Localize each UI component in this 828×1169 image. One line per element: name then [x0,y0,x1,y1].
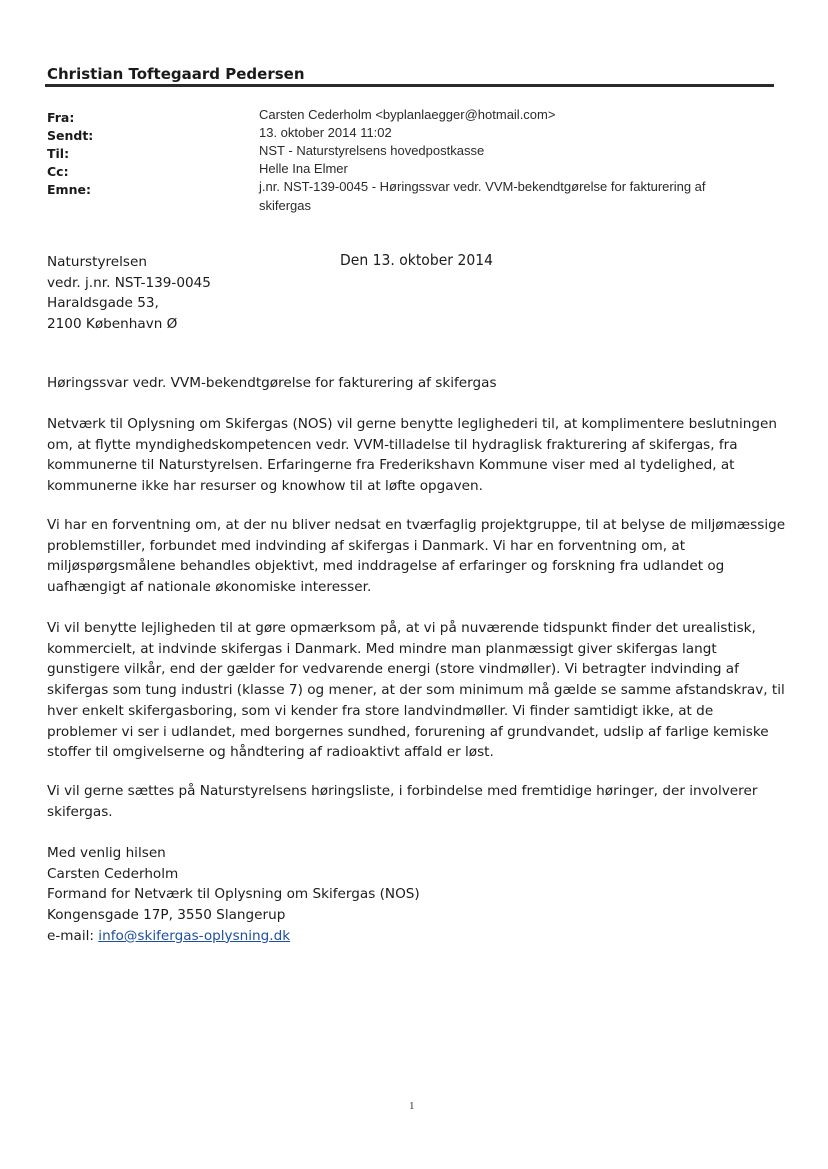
paragraph-4: Vi vil gerne sættes på Naturstyrelsens høringsliste, i forbindelse med fremtidige høringer, der involverer skifergas. [47,783,758,820]
email-link[interactable]: info@skifergas-oplysning.dk [98,927,291,944]
header-rule [45,84,774,87]
header-label-sent: Sendt: [47,128,94,143]
header-value-from: Carsten Cederholm <byplanlaegger@hotmail.com> [259,107,556,122]
page-number: 1 [409,1100,415,1112]
paragraph-1: Netværk til Oplysning om Skifergas (NOS) vil gerne benytte leglighederi til, at komplimentere beslutningen om, at flytte myndighedskompetencen vedr. VVM-tilladelse til hydraglisk frakturering af skifergas, fra kommunerne til Naturstyrelsen. Erfaringerne fra Frederikshavn Kommune viser med al tydelighed, at kommunerne ikke har resurser og knowhow til at løfte opgaven. [47,416,777,495]
signature-email-line [47,926,420,947]
header-value-sent: 13. oktober 2014 11:02 [259,125,392,140]
header-value-cc: Helle Ina Elmer [259,161,348,176]
address-line: vedr. j.nr. NST-139-0045 [47,274,211,291]
header-value-to: NST - Naturstyrelsens hovedpostkasse [259,143,485,158]
header-label-to: Til: [47,146,70,161]
address-line: Naturstyrelsen [47,254,147,270]
header-value-subject: j.nr. NST-139-0045 - Høringssvar vedr. VVM-bekendtgørelse for fakturering af skifergas [259,179,706,213]
address-line: Haraldsgade 53, [47,295,159,312]
header-label-from: Fra: [47,110,75,125]
signature-name: Carsten Cederholm [47,865,179,882]
signature-address: Kongensgade 17P, 3550 Slangerup [47,907,286,924]
recipient-address [47,252,211,335]
signature-title: Formand for Netværk til Oplysning om Skifergas (NOS) [47,886,420,903]
paragraph-3: Vi vil benytte lejligheden til at gøre opmærksom på, at vi på nuværende tidspunkt finder det urealistisk, kommercielt, at indvinde skifergas i Danmark. Med mindre man planmæssigt giver skifergas langt gunstigere vilkår, end der gælder for vedvarende energi (store vindmøller). Vi betragter indvinding af skifergas som tung industri (klasse 7) og mener, at der som minimum må gælde se samme afstandskrav, til hver enkelt skifergasboring, som vi kender fra store landvindmøller. Vi finder samtidigt ikke, at de problemer vi ser i udlandet, med borgernes sundhed, forurening af grundvandet, udslip af farlige kemiske stoffer til omgivelserne og håndtering af radioaktivt affald er løst. [47,620,785,761]
address-line: 2100 København Ø [47,316,178,333]
letter-date: Den 13. oktober 2014 [340,251,493,269]
sender-name: Christian Toftegaard Pedersen [47,65,305,83]
header-label-subject: Emne: [47,182,91,197]
paragraph-2: Vi har en forventning om, at der nu bliver nedsat en tværfaglig projektgruppe, til at belyse de miljømæssige problemstiller, forbundet med indvinding af skifergas i Danmark. Vi har en forventning om, at miljøspørgsmålene behandles objektivt, med inddragelse af erfaringer og forskning fra udlandet og uafhængigt af nationale økonomiske interesser. [47,517,786,596]
header-label-cc: Cc: [47,164,69,179]
signature-closing: Med venlig hilsen [47,845,166,861]
subject-line: Høringssvar vedr. VVM-bekendtgørelse for fakturering af skifergas [47,375,497,391]
email-label: e-mail: [47,927,99,944]
signature-block [47,843,420,947]
